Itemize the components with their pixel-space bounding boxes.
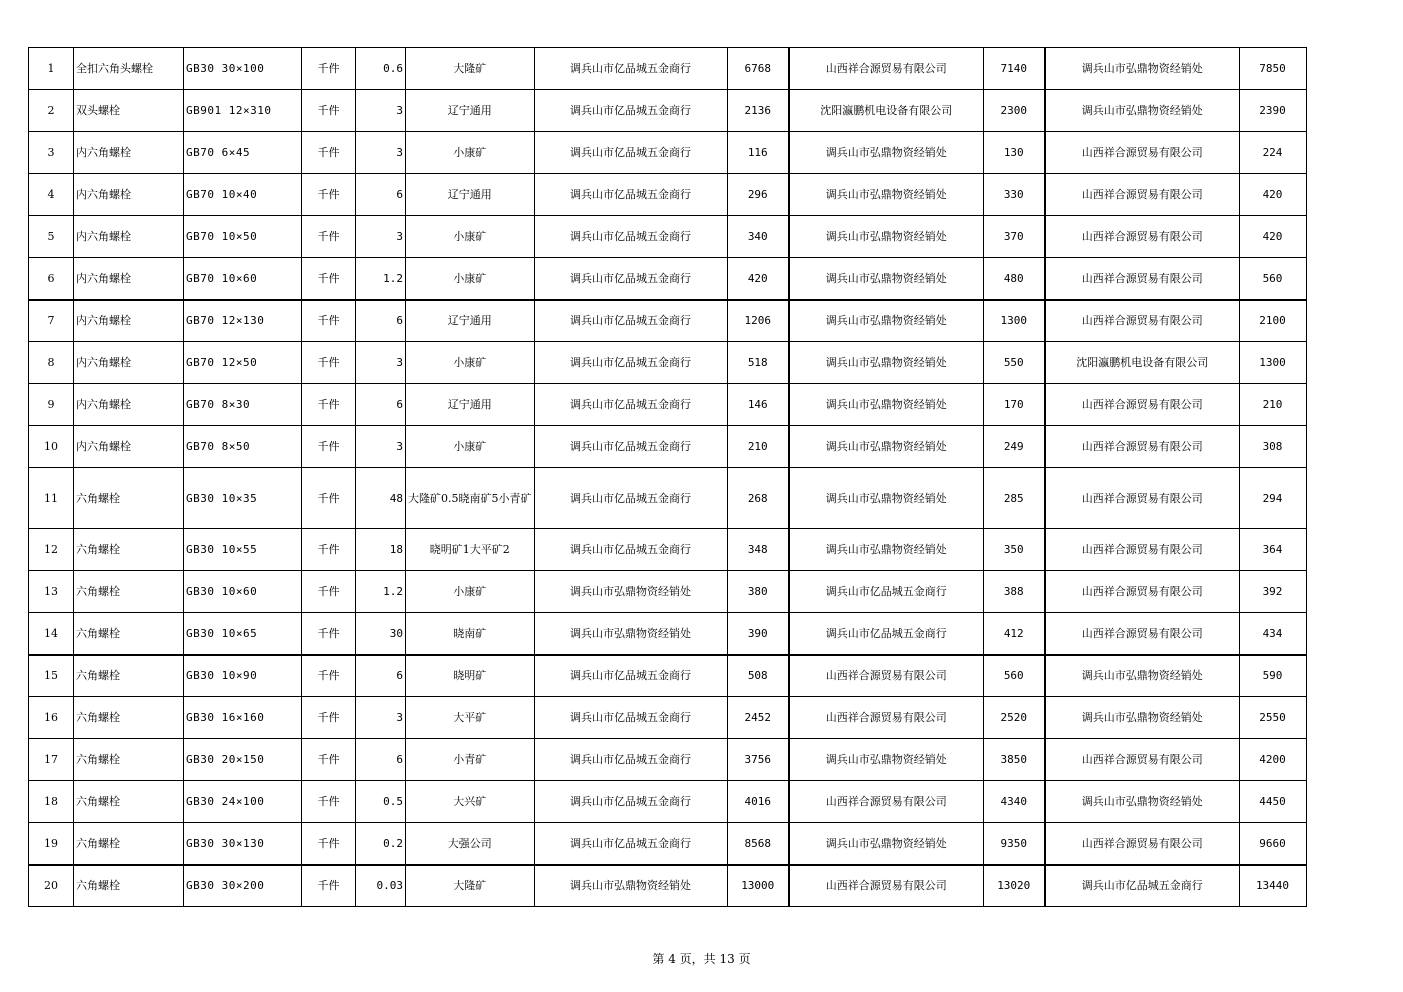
item-unit: 千件 <box>302 655 356 697</box>
row-number: 12 <box>29 529 74 571</box>
item-spec: GB30 30×200 <box>184 865 302 907</box>
bid-comparison-table <box>28 47 1307 907</box>
price-2: 1300 <box>983 300 1045 342</box>
price-3: 2100 <box>1239 300 1306 342</box>
item-spec: GB30 24×100 <box>184 781 302 823</box>
item-spec: GB70 10×50 <box>184 216 302 258</box>
supplier-2: 调兵山市弘鼎物资经销处 <box>789 468 983 529</box>
row-number: 7 <box>29 300 74 342</box>
item-quantity: 0.2 <box>356 823 406 865</box>
table-row <box>29 697 1307 739</box>
item-spec: GB70 12×130 <box>184 300 302 342</box>
supplier-1: 调兵山市亿品城五金商行 <box>534 529 727 571</box>
price-3: 392 <box>1239 571 1306 613</box>
item-unit: 千件 <box>302 384 356 426</box>
item-quantity: 3 <box>356 697 406 739</box>
price-1: 268 <box>727 468 789 529</box>
table-row <box>29 571 1307 613</box>
price-2: 170 <box>983 384 1045 426</box>
item-quantity: 30 <box>356 613 406 655</box>
supplier-3: 山西祥合源贸易有限公司 <box>1045 571 1239 613</box>
supplier-1: 调兵山市亿品城五金商行 <box>534 258 727 300</box>
item-unit: 千件 <box>302 216 356 258</box>
item-unit: 千件 <box>302 739 356 781</box>
item-name: 六角螺栓 <box>74 739 184 781</box>
item-mine: 小青矿 <box>406 739 535 781</box>
price-2: 2520 <box>983 697 1045 739</box>
row-number: 19 <box>29 823 74 865</box>
price-2: 9350 <box>983 823 1045 865</box>
table-row <box>29 258 1307 300</box>
supplier-2: 调兵山市弘鼎物资经销处 <box>789 426 983 468</box>
row-number: 11 <box>29 468 74 529</box>
item-quantity: 6 <box>356 739 406 781</box>
item-unit: 千件 <box>302 258 356 300</box>
table-row <box>29 216 1307 258</box>
item-unit: 千件 <box>302 865 356 907</box>
supplier-1: 调兵山市弘鼎物资经销处 <box>534 613 727 655</box>
item-spec: GB70 10×40 <box>184 174 302 216</box>
table-row <box>29 90 1307 132</box>
table-row <box>29 613 1307 655</box>
supplier-1: 调兵山市亿品城五金商行 <box>534 823 727 865</box>
item-unit: 千件 <box>302 529 356 571</box>
item-name: 六角螺栓 <box>74 823 184 865</box>
supplier-3: 山西祥合源贸易有限公司 <box>1045 384 1239 426</box>
item-quantity: 6 <box>356 174 406 216</box>
supplier-2: 调兵山市弘鼎物资经销处 <box>789 529 983 571</box>
price-2: 3850 <box>983 739 1045 781</box>
supplier-1: 调兵山市亿品城五金商行 <box>534 174 727 216</box>
row-number: 20 <box>29 865 74 907</box>
item-name: 内六角螺栓 <box>74 132 184 174</box>
item-name: 内六角螺栓 <box>74 426 184 468</box>
price-1: 13000 <box>727 865 789 907</box>
price-2: 560 <box>983 655 1045 697</box>
price-3: 308 <box>1239 426 1306 468</box>
item-quantity: 6 <box>356 655 406 697</box>
item-name: 全扣六角头螺栓 <box>74 48 184 90</box>
item-name: 内六角螺栓 <box>74 384 184 426</box>
price-1: 1206 <box>727 300 789 342</box>
supplier-1: 调兵山市亿品城五金商行 <box>534 300 727 342</box>
table-row <box>29 174 1307 216</box>
item-name: 内六角螺栓 <box>74 216 184 258</box>
item-mine: 大平矿 <box>406 697 535 739</box>
row-number: 6 <box>29 258 74 300</box>
price-3: 590 <box>1239 655 1306 697</box>
item-mine: 小康矿 <box>406 426 535 468</box>
item-unit: 千件 <box>302 48 356 90</box>
item-unit: 千件 <box>302 781 356 823</box>
price-3: 560 <box>1239 258 1306 300</box>
supplier-1: 调兵山市亿品城五金商行 <box>534 468 727 529</box>
item-unit: 千件 <box>302 468 356 529</box>
row-number: 17 <box>29 739 74 781</box>
row-number: 5 <box>29 216 74 258</box>
supplier-1: 调兵山市亿品城五金商行 <box>534 48 727 90</box>
price-3: 2390 <box>1239 90 1306 132</box>
price-2: 2300 <box>983 90 1045 132</box>
price-3: 210 <box>1239 384 1306 426</box>
table-row <box>29 655 1307 697</box>
item-quantity: 0.03 <box>356 865 406 907</box>
row-number: 3 <box>29 132 74 174</box>
supplier-2: 山西祥合源贸易有限公司 <box>789 655 983 697</box>
price-3: 2550 <box>1239 697 1306 739</box>
price-2: 4340 <box>983 781 1045 823</box>
item-unit: 千件 <box>302 613 356 655</box>
item-unit: 千件 <box>302 300 356 342</box>
price-1: 4016 <box>727 781 789 823</box>
item-name: 内六角螺栓 <box>74 300 184 342</box>
supplier-2: 山西祥合源贸易有限公司 <box>789 865 983 907</box>
row-number: 2 <box>29 90 74 132</box>
price-1: 8568 <box>727 823 789 865</box>
item-spec: GB30 10×90 <box>184 655 302 697</box>
item-unit: 千件 <box>302 426 356 468</box>
item-quantity: 6 <box>356 300 406 342</box>
item-quantity: 3 <box>356 342 406 384</box>
row-number: 9 <box>29 384 74 426</box>
price-3: 4200 <box>1239 739 1306 781</box>
item-unit: 千件 <box>302 90 356 132</box>
row-number: 10 <box>29 426 74 468</box>
supplier-3: 山西祥合源贸易有限公司 <box>1045 174 1239 216</box>
price-3: 4450 <box>1239 781 1306 823</box>
supplier-2: 山西祥合源贸易有限公司 <box>789 781 983 823</box>
item-mine: 大隆矿 <box>406 865 535 907</box>
supplier-3: 山西祥合源贸易有限公司 <box>1045 739 1239 781</box>
supplier-2: 山西祥合源贸易有限公司 <box>789 48 983 90</box>
supplier-2: 调兵山市弘鼎物资经销处 <box>789 384 983 426</box>
item-quantity: 3 <box>356 132 406 174</box>
item-mine: 辽宁通用 <box>406 300 535 342</box>
item-mine: 大隆矿0.5晓南矿5小青矿 <box>406 468 535 529</box>
row-number: 18 <box>29 781 74 823</box>
item-mine: 小康矿 <box>406 258 535 300</box>
table-row <box>29 48 1307 90</box>
item-name: 内六角螺栓 <box>74 342 184 384</box>
item-quantity: 3 <box>356 426 406 468</box>
page-footer: 第 4 页，共 13 页 <box>652 952 751 966</box>
supplier-2: 调兵山市弘鼎物资经销处 <box>789 174 983 216</box>
supplier-3: 调兵山市亿品城五金商行 <box>1045 865 1239 907</box>
supplier-2: 调兵山市弘鼎物资经销处 <box>789 342 983 384</box>
item-mine: 辽宁通用 <box>406 384 535 426</box>
row-number: 4 <box>29 174 74 216</box>
item-mine: 小康矿 <box>406 216 535 258</box>
item-mine: 小康矿 <box>406 571 535 613</box>
item-name: 内六角螺栓 <box>74 258 184 300</box>
item-unit: 千件 <box>302 697 356 739</box>
item-spec: GB30 10×60 <box>184 571 302 613</box>
supplier-3: 调兵山市弘鼎物资经销处 <box>1045 48 1239 90</box>
price-1: 518 <box>727 342 789 384</box>
item-quantity: 0.5 <box>356 781 406 823</box>
supplier-3: 山西祥合源贸易有限公司 <box>1045 300 1239 342</box>
item-unit: 千件 <box>302 342 356 384</box>
supplier-2: 调兵山市亿品城五金商行 <box>789 613 983 655</box>
price-2: 350 <box>983 529 1045 571</box>
price-3: 294 <box>1239 468 1306 529</box>
item-spec: GB70 6×45 <box>184 132 302 174</box>
supplier-3: 山西祥合源贸易有限公司 <box>1045 823 1239 865</box>
item-mine: 辽宁通用 <box>406 174 535 216</box>
price-2: 550 <box>983 342 1045 384</box>
price-1: 340 <box>727 216 789 258</box>
row-number: 13 <box>29 571 74 613</box>
item-spec: GB30 20×150 <box>184 739 302 781</box>
price-2: 285 <box>983 468 1045 529</box>
item-mine: 晓明矿 <box>406 655 535 697</box>
item-name: 六角螺栓 <box>74 655 184 697</box>
item-unit: 千件 <box>302 823 356 865</box>
supplier-1: 调兵山市亿品城五金商行 <box>534 132 727 174</box>
price-2: 370 <box>983 216 1045 258</box>
row-number: 1 <box>29 48 74 90</box>
table-row <box>29 865 1307 907</box>
item-spec: GB70 8×50 <box>184 426 302 468</box>
item-spec: GB70 10×60 <box>184 258 302 300</box>
price-2: 388 <box>983 571 1045 613</box>
supplier-2: 沈阳瀛鹏机电设备有限公司 <box>789 90 983 132</box>
price-1: 6768 <box>727 48 789 90</box>
item-quantity: 0.6 <box>356 48 406 90</box>
supplier-1: 调兵山市亿品城五金商行 <box>534 384 727 426</box>
price-2: 330 <box>983 174 1045 216</box>
price-3: 434 <box>1239 613 1306 655</box>
supplier-1: 调兵山市弘鼎物资经销处 <box>534 865 727 907</box>
supplier-3: 山西祥合源贸易有限公司 <box>1045 426 1239 468</box>
price-1: 3756 <box>727 739 789 781</box>
item-name: 六角螺栓 <box>74 529 184 571</box>
item-name: 六角螺栓 <box>74 865 184 907</box>
table-row <box>29 384 1307 426</box>
row-number: 8 <box>29 342 74 384</box>
price-1: 390 <box>727 613 789 655</box>
supplier-1: 调兵山市亿品城五金商行 <box>534 697 727 739</box>
supplier-3: 山西祥合源贸易有限公司 <box>1045 216 1239 258</box>
supplier-2: 调兵山市弘鼎物资经销处 <box>789 300 983 342</box>
row-number: 14 <box>29 613 74 655</box>
item-mine: 小康矿 <box>406 132 535 174</box>
item-quantity: 48 <box>356 468 406 529</box>
item-unit: 千件 <box>302 132 356 174</box>
supplier-3: 调兵山市弘鼎物资经销处 <box>1045 697 1239 739</box>
supplier-1: 调兵山市亿品城五金商行 <box>534 426 727 468</box>
item-quantity: 6 <box>356 384 406 426</box>
table-row <box>29 468 1307 529</box>
supplier-1: 调兵山市亿品城五金商行 <box>534 216 727 258</box>
item-mine: 晓南矿 <box>406 613 535 655</box>
price-3: 224 <box>1239 132 1306 174</box>
price-2: 480 <box>983 258 1045 300</box>
item-name: 六角螺栓 <box>74 613 184 655</box>
supplier-3: 山西祥合源贸易有限公司 <box>1045 132 1239 174</box>
price-1: 420 <box>727 258 789 300</box>
item-mine: 大强公司 <box>406 823 535 865</box>
price-1: 2136 <box>727 90 789 132</box>
supplier-2: 调兵山市弘鼎物资经销处 <box>789 132 983 174</box>
row-number: 16 <box>29 697 74 739</box>
supplier-2: 调兵山市弘鼎物资经销处 <box>789 823 983 865</box>
price-3: 1300 <box>1239 342 1306 384</box>
item-spec: GB30 10×55 <box>184 529 302 571</box>
supplier-3: 调兵山市弘鼎物资经销处 <box>1045 781 1239 823</box>
item-spec: GB30 10×35 <box>184 468 302 529</box>
item-unit: 千件 <box>302 174 356 216</box>
item-name: 六角螺栓 <box>74 697 184 739</box>
price-3: 420 <box>1239 174 1306 216</box>
item-name: 内六角螺栓 <box>74 174 184 216</box>
supplier-3: 调兵山市弘鼎物资经销处 <box>1045 90 1239 132</box>
supplier-1: 调兵山市弘鼎物资经销处 <box>534 571 727 613</box>
supplier-2: 调兵山市弘鼎物资经销处 <box>789 258 983 300</box>
item-name: 六角螺栓 <box>74 571 184 613</box>
item-spec: GB30 10×65 <box>184 613 302 655</box>
price-1: 146 <box>727 384 789 426</box>
supplier-2: 山西祥合源贸易有限公司 <box>789 697 983 739</box>
supplier-1: 调兵山市亿品城五金商行 <box>534 655 727 697</box>
table-row <box>29 426 1307 468</box>
price-1: 210 <box>727 426 789 468</box>
item-name: 六角螺栓 <box>74 781 184 823</box>
supplier-3: 山西祥合源贸易有限公司 <box>1045 258 1239 300</box>
item-spec: GB70 8×30 <box>184 384 302 426</box>
item-quantity: 18 <box>356 529 406 571</box>
price-1: 380 <box>727 571 789 613</box>
item-spec: GB30 16×160 <box>184 697 302 739</box>
price-2: 7140 <box>983 48 1045 90</box>
supplier-1: 调兵山市亿品城五金商行 <box>534 739 727 781</box>
item-mine: 大兴矿 <box>406 781 535 823</box>
supplier-3: 沈阳瀛鹏机电设备有限公司 <box>1045 342 1239 384</box>
price-1: 116 <box>727 132 789 174</box>
item-quantity: 3 <box>356 216 406 258</box>
table-row <box>29 781 1307 823</box>
supplier-1: 调兵山市亿品城五金商行 <box>534 90 727 132</box>
price-1: 348 <box>727 529 789 571</box>
supplier-2: 调兵山市弘鼎物资经销处 <box>789 216 983 258</box>
item-spec: GB30 30×130 <box>184 823 302 865</box>
price-1: 508 <box>727 655 789 697</box>
supplier-3: 山西祥合源贸易有限公司 <box>1045 613 1239 655</box>
row-number: 15 <box>29 655 74 697</box>
item-mine: 大隆矿 <box>406 48 535 90</box>
price-3: 364 <box>1239 529 1306 571</box>
item-mine: 晓明矿1大平矿2 <box>406 529 535 571</box>
price-2: 130 <box>983 132 1045 174</box>
supplier-3: 山西祥合源贸易有限公司 <box>1045 468 1239 529</box>
item-name: 双头螺栓 <box>74 90 184 132</box>
item-mine: 小康矿 <box>406 342 535 384</box>
table-row <box>29 529 1307 571</box>
table-row <box>29 823 1307 865</box>
supplier-3: 山西祥合源贸易有限公司 <box>1045 529 1239 571</box>
table-row <box>29 132 1307 174</box>
price-2: 13020 <box>983 865 1045 907</box>
price-3: 13440 <box>1239 865 1306 907</box>
item-unit: 千件 <box>302 571 356 613</box>
item-mine: 辽宁通用 <box>406 90 535 132</box>
item-spec: GB901 12×310 <box>184 90 302 132</box>
item-quantity: 1.2 <box>356 258 406 300</box>
item-spec: GB70 12×50 <box>184 342 302 384</box>
supplier-3: 调兵山市弘鼎物资经销处 <box>1045 655 1239 697</box>
price-3: 420 <box>1239 216 1306 258</box>
price-1: 296 <box>727 174 789 216</box>
item-quantity: 3 <box>356 90 406 132</box>
supplier-1: 调兵山市亿品城五金商行 <box>534 342 727 384</box>
table-row <box>29 342 1307 384</box>
price-3: 9660 <box>1239 823 1306 865</box>
supplier-2: 调兵山市弘鼎物资经销处 <box>789 739 983 781</box>
table-row <box>29 300 1307 342</box>
supplier-2: 调兵山市亿品城五金商行 <box>789 571 983 613</box>
price-3: 7850 <box>1239 48 1306 90</box>
supplier-1: 调兵山市亿品城五金商行 <box>534 781 727 823</box>
table-row <box>29 739 1307 781</box>
item-quantity: 1.2 <box>356 571 406 613</box>
price-1: 2452 <box>727 697 789 739</box>
item-spec: GB30 30×100 <box>184 48 302 90</box>
price-2: 412 <box>983 613 1045 655</box>
item-name: 六角螺栓 <box>74 468 184 529</box>
price-2: 249 <box>983 426 1045 468</box>
